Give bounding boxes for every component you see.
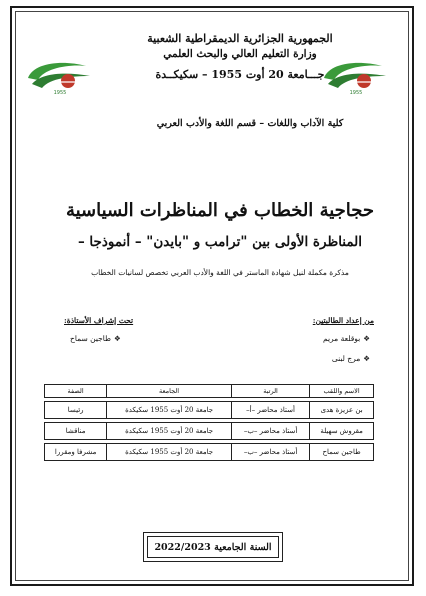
- republic-heading: الجمهورية الجزائرية الديمقراطية الشعبية: [147, 32, 333, 45]
- bullet-icon: ❖: [363, 334, 370, 343]
- jury-cell-rank: أستاذ محاضر –ب–: [231, 423, 309, 440]
- thesis-title: حجاجية الخطاب في المناظرات السياسية: [65, 200, 375, 221]
- university-heading: جـــامعة 20 أوت 1955 – سكيكــدة: [155, 68, 325, 81]
- jury-cell-role: رئيسا: [45, 402, 107, 419]
- logo-caption-right: 1955: [349, 90, 363, 96]
- jury-table: [44, 384, 374, 461]
- students-label: من إعداد الطالبتين:: [312, 316, 374, 325]
- supervisor-label: تحت إشراف الأستاذة:: [64, 316, 134, 325]
- jury-cell-rank: أستاذ محاضر –أ–: [231, 402, 309, 419]
- thesis-subtitle: المناظرة الأولى بين "ترامب و "بايدن" – أنموذجا –: [77, 234, 363, 250]
- student-name: [332, 354, 370, 363]
- supervisor-name-text: طاجين سماح: [70, 334, 111, 343]
- jury-cell-rank: أستاذ محاضر –ب–: [231, 444, 309, 461]
- jury-header-university: الجامعة: [107, 385, 232, 398]
- jury-header-row: [45, 385, 374, 398]
- jury-cell-university: جامعة 20 أوت 1955 سكيكدة: [107, 423, 232, 440]
- jury-cell-name: بن عزيزة هدى: [310, 402, 374, 419]
- academic-year: السنة الجامعية 2022/2023: [147, 536, 279, 558]
- bullet-icon: ❖: [114, 334, 121, 343]
- table-row: [45, 402, 374, 419]
- jury-header-name: الاسم واللقب: [310, 385, 374, 398]
- jury-cell-name: مقروش سهيلة: [310, 423, 374, 440]
- academic-year-box: [143, 532, 283, 562]
- degree-note: مذكرة مكملة لنيل شهادة الماستر في اللغة والأدب العربي تخصص لسانيات الخطاب: [91, 268, 349, 277]
- jury-header-rank: الرتبة: [231, 385, 309, 398]
- university-logo-icon: [320, 56, 392, 96]
- faculty-department: كلية الآداب واللغات – قسم اللغة والأدب العربي: [156, 118, 344, 129]
- university-logo-left: [24, 56, 96, 96]
- student-name-text: بوقلعة مريم: [322, 334, 361, 343]
- jury-cell-university: جامعة 20 أوت 1955 سكيكدة: [107, 402, 232, 419]
- jury-cell-role: مناقشا: [45, 423, 107, 440]
- page-inner-border: [15, 11, 409, 581]
- ministry-heading: وزارة التعليم العالي والبحث العلمي: [163, 48, 317, 60]
- table-row: [45, 444, 374, 461]
- bullet-icon: ❖: [363, 354, 370, 363]
- table-row: [45, 423, 374, 440]
- logo-caption-left: 1955: [53, 90, 67, 96]
- university-logo-icon: [24, 56, 96, 96]
- jury-cell-role: مشرفا ومقررا: [45, 444, 107, 461]
- jury-header-role: الصفة: [45, 385, 107, 398]
- university-logo-right: [320, 56, 392, 96]
- student-name-text: مرج لبنى: [331, 354, 361, 363]
- student-name: [323, 334, 370, 343]
- jury-cell-university: جامعة 20 أوت 1955 سكيكدة: [107, 444, 232, 461]
- supervisor-name: [70, 334, 121, 343]
- jury-cell-name: طاجين سماح: [310, 444, 374, 461]
